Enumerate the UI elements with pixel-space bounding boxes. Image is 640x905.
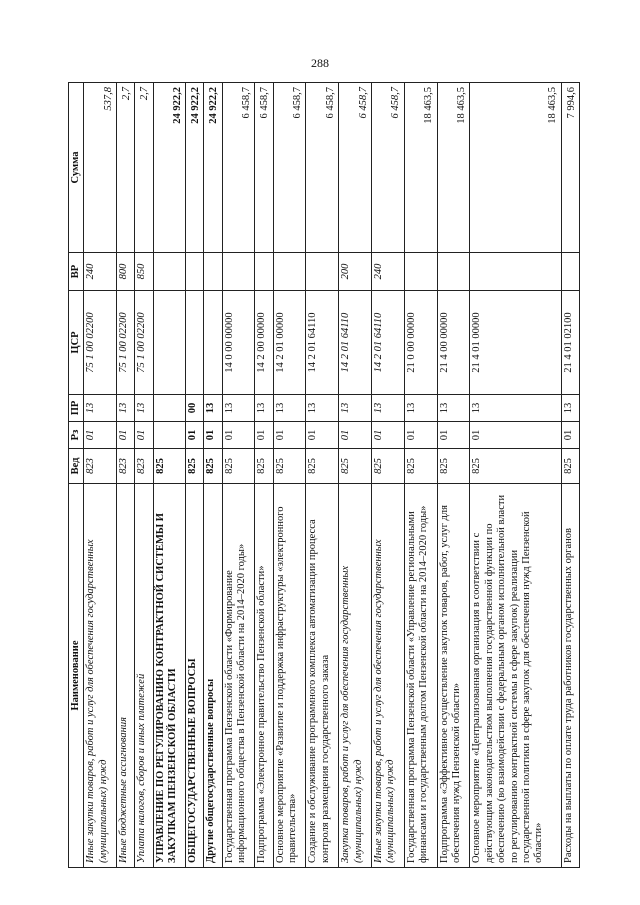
rotated-table-container (68, 83, 580, 868)
cell-ved: 825 (437, 449, 470, 484)
cell-ved: 823 (117, 449, 135, 484)
cell-vr: 800 (117, 253, 135, 291)
cell-pr: 13 (117, 395, 135, 422)
cell-rz: 01 (255, 422, 273, 449)
cell-ved: 825 (470, 449, 561, 484)
cell-csr: 75 1 00 02200 (117, 291, 135, 395)
cell-sum: 6 458,7 (222, 83, 255, 253)
cell-rz: 01 (273, 422, 306, 449)
budget-table (68, 82, 580, 868)
cell-vr (222, 253, 255, 291)
table-row (153, 83, 186, 868)
table-header-row (69, 83, 84, 868)
cell-ved: 825 (186, 449, 204, 484)
cell-name: Другие общегосударственные вопросы (204, 484, 222, 868)
cell-sum: 6 458,7 (339, 83, 372, 253)
cell-csr: 14 0 00 00000 (222, 291, 255, 395)
cell-name: УПРАВЛЕНИЕ ПО РЕГУЛИРОВАНИЮ КОНТРАКТНОЙ СИСТЕМЫ И ЗАКУПКАМ ПЕНЗЕНСКОЙ ОБЛАСТИ (153, 484, 186, 868)
cell-sum: 24 922,2 (186, 83, 204, 253)
cell-sum: 2,7 (117, 83, 135, 253)
cell-ved: 825 (273, 449, 306, 484)
cell-name: Уплата налогов, сборов и иных платежей (135, 484, 153, 868)
cell-sum: 6 458,7 (273, 83, 306, 253)
cell-sum: 18 463,5 (404, 83, 437, 253)
cell-ved: 825 (153, 449, 186, 484)
cell-pr (153, 395, 186, 422)
cell-vr: 240 (84, 253, 117, 291)
table-row (404, 83, 437, 868)
cell-ved: 825 (204, 449, 222, 484)
table-row (204, 83, 222, 868)
cell-rz: 01 (222, 422, 255, 449)
cell-vr (437, 253, 470, 291)
cell-name: ОБЩЕГОСУДАРСТВЕННЫЕ ВОПРОСЫ (186, 484, 204, 868)
header-pr: ПР (69, 395, 84, 422)
cell-ved: 825 (255, 449, 273, 484)
header-ved: Вед (69, 449, 84, 484)
cell-csr: 21 0 00 00000 (404, 291, 437, 395)
cell-name: Создание и обслуживание программного комплекса автоматизации процесса контроля размещения государственного заказа (306, 484, 339, 868)
cell-vr (153, 253, 186, 291)
cell-csr: 14 2 00 00000 (255, 291, 273, 395)
cell-csr: 14 2 01 64110 (372, 291, 405, 395)
cell-vr: 240 (372, 253, 405, 291)
cell-sum: 6 458,7 (306, 83, 339, 253)
cell-name: Подпрограмма «Эффективное осуществление закупок товаров, работ, услуг для обеспечения нужд Пензенской области» (437, 484, 470, 868)
table-row (437, 83, 470, 868)
cell-sum: 6 458,7 (255, 83, 273, 253)
cell-name: Иные закупки товаров, работ и услуг для обеспечения государственных (муниципальных) нужд (372, 484, 405, 868)
header-name: Наименование (69, 484, 84, 868)
cell-ved: 825 (372, 449, 405, 484)
cell-vr (273, 253, 306, 291)
header-rz: Рз (69, 422, 84, 449)
cell-vr (255, 253, 273, 291)
cell-sum: 18 463,5 (470, 83, 561, 253)
cell-csr (153, 291, 186, 395)
cell-pr: 13 (222, 395, 255, 422)
cell-csr: 75 1 00 02200 (84, 291, 117, 395)
cell-ved: 825 (306, 449, 339, 484)
cell-pr: 13 (204, 395, 222, 422)
cell-vr: 200 (339, 253, 372, 291)
cell-pr: 13 (372, 395, 405, 422)
cell-csr: 21 4 00 00000 (437, 291, 470, 395)
table-row (273, 83, 306, 868)
cell-rz: 01 (135, 422, 153, 449)
table-row (84, 83, 117, 868)
cell-rz (153, 422, 186, 449)
page-number: 288 (311, 56, 329, 70)
table-row (135, 83, 153, 868)
cell-csr: 75 1 00 02200 (135, 291, 153, 395)
cell-name: Иные закупки товаров, работ и услуг для обеспечения государственных (муниципальных) нужд (84, 484, 117, 868)
cell-csr: 14 2 01 64110 (339, 291, 372, 395)
cell-sum: 7 994,6 (561, 83, 579, 253)
cell-name: Закупка товаров, работ и услуг для обеспечения государственных (муниципальных) нужд (339, 484, 372, 868)
table-row (117, 83, 135, 868)
cell-pr: 13 (84, 395, 117, 422)
cell-vr: 850 (135, 253, 153, 291)
cell-ved: 823 (84, 449, 117, 484)
table-row (561, 83, 579, 868)
cell-name: Подпрограмма «Электронное правительство Пензенской области» (255, 484, 273, 868)
cell-name: Расходы на выплаты по оплате труда работников государственных органов (561, 484, 579, 868)
cell-csr: 21 4 01 00000 (470, 291, 561, 395)
cell-ved: 825 (404, 449, 437, 484)
cell-vr (204, 253, 222, 291)
cell-rz: 01 (117, 422, 135, 449)
cell-csr: 14 2 01 00000 (273, 291, 306, 395)
header-sum: Сумма (69, 83, 84, 253)
cell-pr: 13 (561, 395, 579, 422)
cell-pr: 13 (470, 395, 561, 422)
cell-pr: 13 (306, 395, 339, 422)
cell-rz: 01 (372, 422, 405, 449)
table-row (255, 83, 273, 868)
cell-sum: 24 922,2 (204, 83, 222, 253)
table-body (84, 83, 580, 868)
cell-csr: 21 4 01 02100 (561, 291, 579, 395)
cell-csr (204, 291, 222, 395)
cell-pr: 13 (273, 395, 306, 422)
table-row (339, 83, 372, 868)
cell-name: Основное мероприятие «Развитие и поддержка инфраструктуры «электронного правительства» (273, 484, 306, 868)
cell-name: Иные бюджетные ассигнования (117, 484, 135, 868)
cell-pr: 13 (404, 395, 437, 422)
cell-name: Государственная программа Пензенской области «Управление региональными финансами и государственным долгом Пензенской области на 2014–2020 годы» (404, 484, 437, 868)
cell-sum: 2,7 (135, 83, 153, 253)
cell-pr: 13 (339, 395, 372, 422)
cell-vr (561, 253, 579, 291)
table-row (222, 83, 255, 868)
cell-csr (186, 291, 204, 395)
cell-name: Основное мероприятие «Централизованная организация в соответствии с действующим законодательством выполнения государственной функции по обеспечению (во взаимодействии с федеральным органом исполнительной власти по регулированию контрактной системы в сфере закупок) реализации государственной политики в сфере закупок для обеспечения нужд Пензенской области» (470, 484, 561, 868)
cell-rz: 01 (404, 422, 437, 449)
cell-rz: 01 (84, 422, 117, 449)
cell-vr (470, 253, 561, 291)
cell-ved: 823 (135, 449, 153, 484)
cell-csr: 14 2 01 64110 (306, 291, 339, 395)
cell-rz: 01 (437, 422, 470, 449)
header-vr: ВР (69, 253, 84, 291)
cell-vr (186, 253, 204, 291)
cell-rz: 01 (470, 422, 561, 449)
cell-rz: 01 (204, 422, 222, 449)
cell-sum: 537,8 (84, 83, 117, 253)
cell-rz: 01 (561, 422, 579, 449)
header-csr: ЦСР (69, 291, 84, 395)
table-row (470, 83, 561, 868)
cell-sum: 24 922,2 (153, 83, 186, 253)
table-row (306, 83, 339, 868)
cell-name: Государственная программа Пензенской области «Формирование информационного общества в Пензенской области на 2014–2020 годы» (222, 484, 255, 868)
cell-vr (404, 253, 437, 291)
cell-ved: 825 (222, 449, 255, 484)
cell-rz: 01 (306, 422, 339, 449)
cell-rz: 01 (339, 422, 372, 449)
table-row (372, 83, 405, 868)
cell-sum: 6 458,7 (372, 83, 405, 253)
table-row (186, 83, 204, 868)
cell-pr: 13 (135, 395, 153, 422)
cell-ved: 825 (561, 449, 579, 484)
cell-sum: 18 463,5 (437, 83, 470, 253)
cell-vr (306, 253, 339, 291)
cell-pr: 13 (255, 395, 273, 422)
cell-pr: 00 (186, 395, 204, 422)
cell-pr: 13 (437, 395, 470, 422)
cell-rz: 01 (186, 422, 204, 449)
cell-ved: 825 (339, 449, 372, 484)
